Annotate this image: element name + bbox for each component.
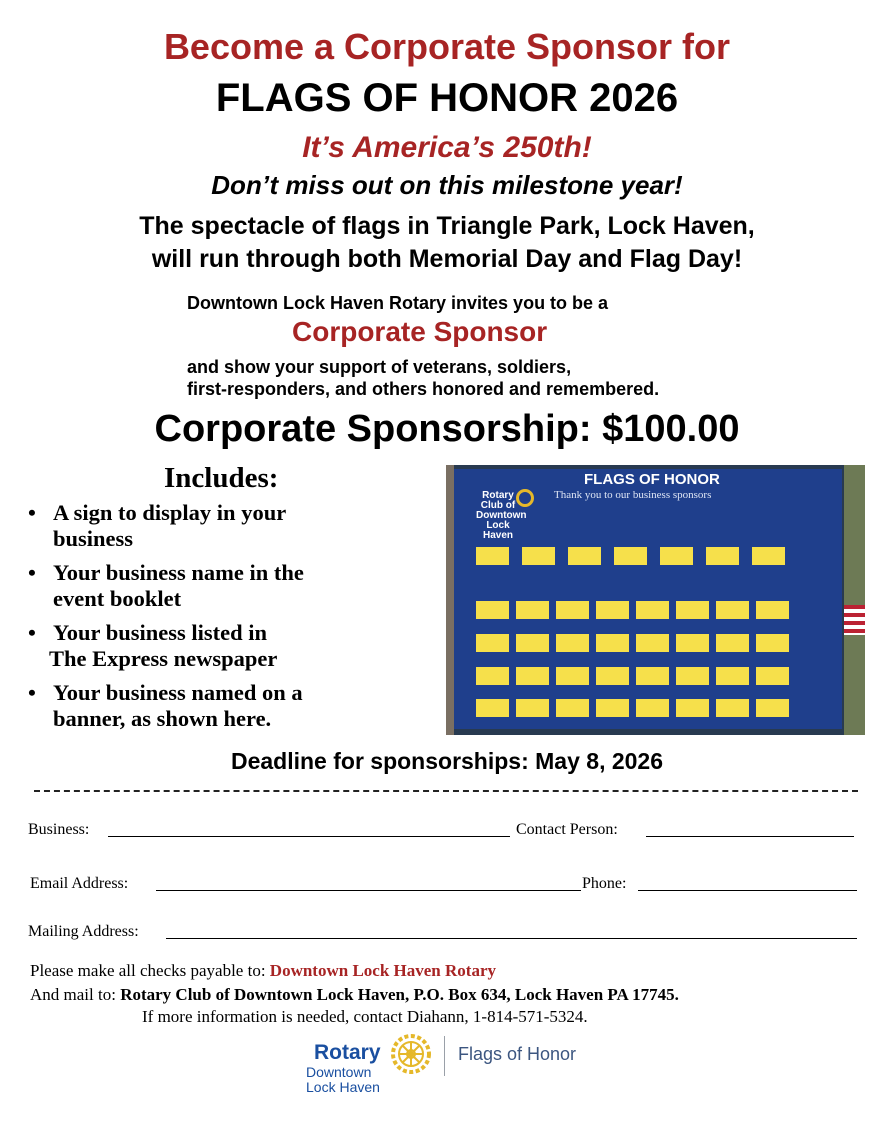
phone-field[interactable] — [638, 890, 857, 891]
sponsor-sign — [596, 699, 629, 717]
sponsor-sign — [476, 699, 509, 717]
checks-prefix: Please make all checks payable to: — [30, 961, 270, 980]
bullet-icon: • — [28, 680, 36, 705]
email-field[interactable] — [156, 890, 581, 891]
bullet-icon: • — [28, 500, 36, 525]
sponsor-sign — [596, 634, 629, 652]
banner-photo — [446, 465, 865, 735]
mail-prefix: And mail to: — [30, 985, 121, 1004]
sponsor-sign — [752, 547, 785, 565]
logo-location — [306, 1065, 380, 1095]
list-item — [28, 560, 428, 612]
logo-downtown: Downtown — [306, 1064, 372, 1080]
bullet-icon: • — [28, 620, 36, 645]
description-line-2: will run through both Memorial Day and Flag Day! — [151, 245, 743, 273]
mailing-address-label: Mailing Address: — [28, 923, 139, 940]
logo-rotary: Rotary — [314, 1041, 381, 1064]
logo-lock-haven: Lock Haven — [306, 1079, 380, 1095]
sponsor-sign — [636, 667, 669, 685]
american-flag-icon — [844, 605, 865, 635]
sponsor-sign — [676, 699, 709, 717]
list-item — [28, 500, 428, 552]
list-item-line-1: A sign to display in your — [53, 500, 287, 525]
photo-post-right — [844, 465, 865, 735]
phone-label: Phone: — [582, 875, 627, 892]
list-item-line-2: banner, as shown here. — [53, 706, 272, 731]
contact-person-field[interactable] — [646, 836, 854, 837]
sponsor-sign — [756, 634, 789, 652]
description-line-1: The spectacle of flags in Triangle Park, Lock Haven, — [139, 212, 755, 240]
sponsor-sign — [516, 634, 549, 652]
headline-description — [0, 210, 894, 276]
cut-line-divider — [34, 790, 858, 792]
headline-americas-250th: It’s America’s 250th! — [302, 131, 592, 164]
sponsor-sign — [476, 601, 509, 619]
list-item-line-1: Your business name in the — [53, 560, 304, 585]
list-item-line-1: Your business named on a — [53, 680, 303, 705]
sponsor-sign — [716, 601, 749, 619]
logo-divider — [444, 1036, 445, 1076]
sponsor-sign — [636, 601, 669, 619]
sponsor-sign — [756, 699, 789, 717]
sponsor-sign — [676, 667, 709, 685]
sponsor-sign — [596, 601, 629, 619]
mailing-address-field[interactable] — [166, 938, 857, 939]
deadline: Deadline for sponsorships: May 8, 2026 — [230, 748, 664, 774]
list-item-line-2: business — [53, 526, 134, 551]
list-item-line-2: The Express newspaper — [49, 646, 278, 671]
list-item-line-2: event booklet — [53, 586, 182, 611]
sponsor-sign — [660, 547, 693, 565]
sponsor-sign — [676, 634, 709, 652]
list-item — [28, 680, 428, 732]
photo-post-left — [446, 465, 454, 735]
business-label: Business: — [28, 821, 90, 838]
rotary-wheel-icon — [516, 489, 534, 507]
sponsor-banner — [454, 469, 842, 729]
includes-list — [28, 500, 428, 740]
includes-title: Includes: — [164, 462, 279, 494]
invite-body — [187, 356, 659, 400]
bullet-icon: • — [28, 560, 36, 585]
sponsor-sign — [636, 634, 669, 652]
sponsor-sign — [614, 547, 647, 565]
mail-address: Rotary Club of Downtown Lock Haven, P.O. Box 634, Lock Haven PA 17745. — [120, 985, 679, 1004]
headline-become-sponsor: Become a Corporate Sponsor for — [163, 26, 731, 67]
sponsor-sign — [556, 699, 589, 717]
sponsorship-price: Corporate Sponsorship: $100.00 — [154, 408, 740, 450]
business-field[interactable] — [108, 836, 510, 837]
contact-info: If more information is needed, contact Diahann, 1-814-571-5324. — [142, 1007, 588, 1026]
mail-to — [30, 985, 679, 1005]
sponsor-sign — [516, 601, 549, 619]
email-label: Email Address: — [30, 875, 129, 892]
sponsor-sign — [476, 634, 509, 652]
banner-subtitle: Thank you to our business sponsors — [554, 489, 712, 501]
sponsor-sign — [516, 699, 549, 717]
checks-payable — [30, 961, 496, 981]
sponsor-sign — [516, 667, 549, 685]
logo-flags-of-honor: Flags of Honor — [458, 1044, 577, 1064]
banner-title: FLAGS OF HONOR — [584, 471, 720, 488]
contact-person-label: Contact Person: — [516, 821, 618, 838]
checks-payee: Downtown Lock Haven Rotary — [269, 961, 496, 980]
sponsor-sign — [676, 601, 709, 619]
invite-intro: Downtown Lock Haven Rotary invites you to be a — [187, 293, 609, 313]
sponsor-sign — [716, 699, 749, 717]
headline-milestone: Don’t miss out on this milestone year! — [211, 170, 683, 200]
sponsor-sign — [636, 699, 669, 717]
sponsor-sign — [716, 667, 749, 685]
sponsor-sign — [476, 547, 509, 565]
sponsor-sign — [756, 667, 789, 685]
sponsor-sign — [556, 634, 589, 652]
headline-event-name: FLAGS OF HONOR 2026 — [215, 76, 679, 120]
banner-rotary-label: Rotary Club of Downtown Lock Haven — [476, 490, 527, 541]
sponsor-sign — [716, 634, 749, 652]
list-item — [28, 620, 428, 672]
sponsor-sign — [756, 601, 789, 619]
sponsor-sign — [596, 667, 629, 685]
sponsor-sign — [706, 547, 739, 565]
sponsor-sign — [556, 601, 589, 619]
sponsor-sign — [476, 667, 509, 685]
rotary-wheel-icon — [389, 1032, 433, 1076]
sponsor-sign — [568, 547, 601, 565]
list-item-line-1: Your business listed in — [53, 620, 268, 645]
sponsor-sign — [556, 667, 589, 685]
invite-highlight: Corporate Sponsor — [292, 316, 548, 347]
sponsor-sign — [522, 547, 555, 565]
invite-body-line-2: first-responders, and others honored and remembered. — [187, 379, 660, 399]
invite-body-line-1: and show your support of veterans, soldiers, — [187, 357, 572, 377]
